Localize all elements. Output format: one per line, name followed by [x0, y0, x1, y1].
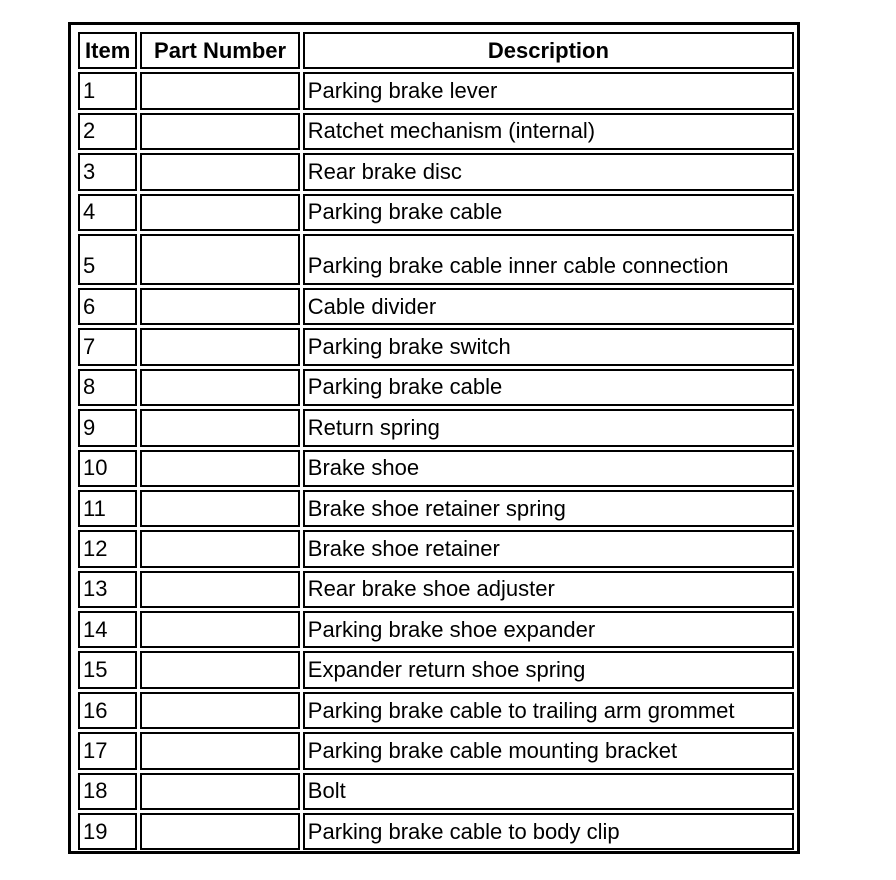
part-number-cell — [140, 530, 299, 567]
description-cell: Expander return shoe spring — [303, 651, 794, 688]
item-cell: 19 — [78, 813, 137, 850]
description-cell: Parking brake cable — [303, 194, 794, 231]
description-cell: Parking brake cable to trailing arm grommet — [303, 692, 794, 729]
part-number-cell — [140, 409, 299, 446]
table-header-row — [78, 32, 794, 69]
description-cell: Rear brake disc — [303, 153, 794, 190]
item-cell: 8 — [78, 369, 137, 406]
item-cell: 13 — [78, 571, 137, 608]
part-number-cell — [140, 490, 299, 527]
part-number-cell — [140, 72, 299, 109]
description-cell: Brake shoe retainer — [303, 530, 794, 567]
table-row — [78, 369, 794, 406]
part-number-cell — [140, 369, 299, 406]
table-row — [78, 692, 794, 729]
description-cell: Parking brake cable to body clip — [303, 813, 794, 850]
table-row — [78, 611, 794, 648]
table-row — [78, 234, 794, 285]
part-number-cell — [140, 450, 299, 487]
part-number-cell — [140, 732, 299, 769]
part-number-cell — [140, 288, 299, 325]
table-row — [78, 113, 794, 150]
item-cell: 17 — [78, 732, 137, 769]
part-number-cell — [140, 328, 299, 365]
part-number-cell — [140, 611, 299, 648]
part-number-cell — [140, 153, 299, 190]
description-cell: Ratchet mechanism (internal) — [303, 113, 794, 150]
table-row — [78, 651, 794, 688]
item-cell: 16 — [78, 692, 137, 729]
table-row — [78, 732, 794, 769]
table-row — [78, 288, 794, 325]
header-description: Description — [303, 32, 794, 69]
description-cell: Bolt — [303, 773, 794, 810]
part-number-cell — [140, 773, 299, 810]
table-row — [78, 530, 794, 567]
item-cell: 15 — [78, 651, 137, 688]
item-cell: 14 — [78, 611, 137, 648]
parts-table — [75, 29, 797, 853]
description-cell: Parking brake cable inner cable connection — [303, 234, 794, 285]
item-cell: 1 — [78, 72, 137, 109]
header-item: Item — [78, 32, 137, 69]
table-row — [78, 409, 794, 446]
table-row — [78, 328, 794, 365]
description-cell: Parking brake cable mounting bracket — [303, 732, 794, 769]
part-number-cell — [140, 692, 299, 729]
item-cell: 11 — [78, 490, 137, 527]
parts-table-frame — [68, 22, 800, 854]
description-cell: Brake shoe — [303, 450, 794, 487]
description-cell: Rear brake shoe adjuster — [303, 571, 794, 608]
item-cell: 10 — [78, 450, 137, 487]
description-cell: Brake shoe retainer spring — [303, 490, 794, 527]
table-row — [78, 194, 794, 231]
header-part-number: Part Number — [140, 32, 299, 69]
description-cell: Cable divider — [303, 288, 794, 325]
item-cell: 3 — [78, 153, 137, 190]
item-cell: 4 — [78, 194, 137, 231]
part-number-cell — [140, 234, 299, 285]
table-row — [78, 813, 794, 850]
item-cell: 5 — [78, 234, 137, 285]
part-number-cell — [140, 113, 299, 150]
table-row — [78, 450, 794, 487]
description-cell: Return spring — [303, 409, 794, 446]
description-cell: Parking brake cable — [303, 369, 794, 406]
part-number-cell — [140, 571, 299, 608]
description-cell: Parking brake shoe expander — [303, 611, 794, 648]
item-cell: 18 — [78, 773, 137, 810]
item-cell: 7 — [78, 328, 137, 365]
item-cell: 9 — [78, 409, 137, 446]
description-cell: Parking brake switch — [303, 328, 794, 365]
description-cell: Parking brake lever — [303, 72, 794, 109]
table-row — [78, 153, 794, 190]
table-row — [78, 571, 794, 608]
table-row — [78, 72, 794, 109]
item-cell: 2 — [78, 113, 137, 150]
part-number-cell — [140, 194, 299, 231]
item-cell: 6 — [78, 288, 137, 325]
part-number-cell — [140, 651, 299, 688]
table-row — [78, 773, 794, 810]
part-number-cell — [140, 813, 299, 850]
table-row — [78, 490, 794, 527]
item-cell: 12 — [78, 530, 137, 567]
